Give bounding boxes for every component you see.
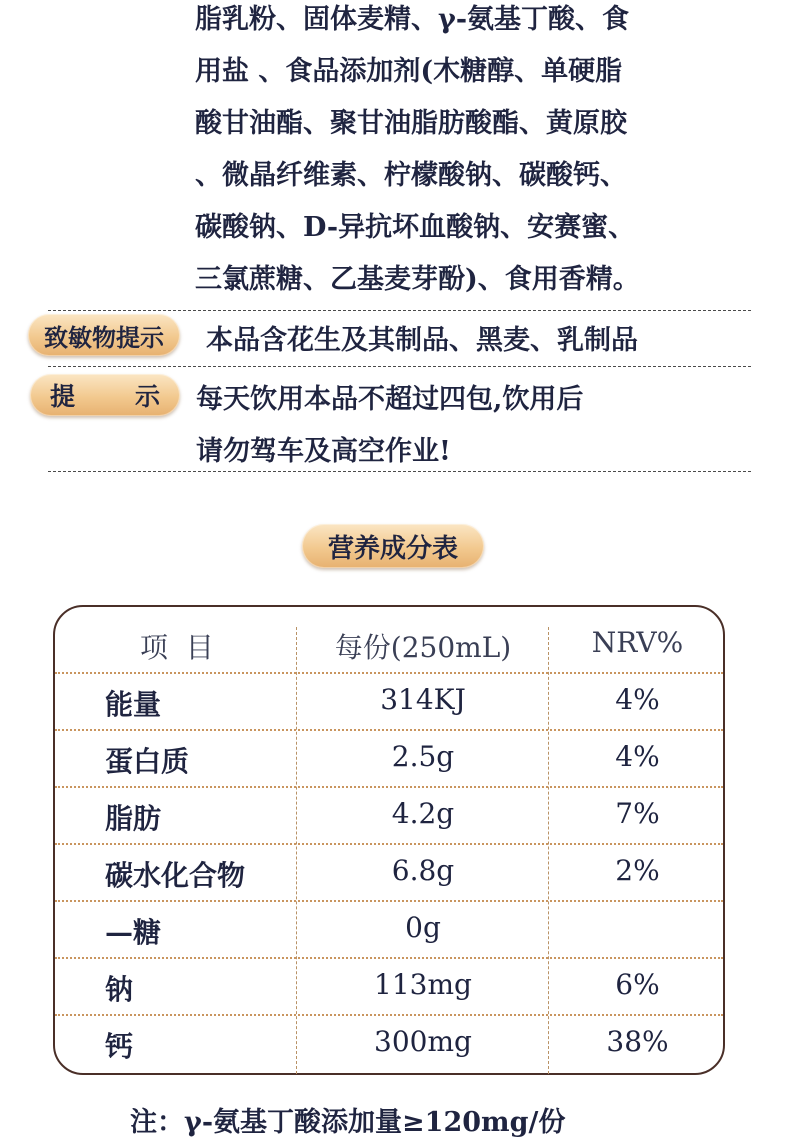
nutrient-name: 碳水化合物 — [105, 859, 246, 892]
notice-label-badge — [30, 374, 180, 416]
nutrient-value: 2.5g — [391, 740, 455, 773]
nutrition-title: 营养成分表 — [327, 533, 458, 564]
header-item: 项 目 — [140, 631, 214, 664]
nutrient-name: 钙 — [105, 1030, 134, 1063]
nutrient-nrv: 7% — [615, 797, 660, 830]
ingredients-line: 脂乳粉、固体麦精、γ-氨基丁酸、食 — [195, 4, 630, 35]
row-divider — [55, 672, 723, 674]
ingredients-line: 三氯蔗糖、乙基麦芽酚)、食用香精。 — [195, 264, 640, 295]
ingredients-line: 、微晶纤维素、柠檬酸钠、碳酸钙、 — [195, 160, 627, 191]
ingredients-line: 碳酸钠、D-异抗坏血酸钠、安赛蜜、 — [195, 212, 636, 243]
nutrient-value: 0g — [405, 911, 441, 944]
nutrient-nrv: 38% — [606, 1025, 669, 1058]
allergen-label: 致敏物提示 — [44, 322, 164, 352]
nutrient-value: 113mg — [374, 968, 472, 1001]
nutrient-value: 4.2g — [391, 797, 455, 830]
row-divider — [55, 900, 723, 902]
nutrient-value: 300mg — [374, 1025, 472, 1058]
notice-line-2: 请勿驾车及高空作业! — [196, 436, 451, 467]
nutrient-name: —糖 — [105, 916, 162, 949]
notice-label-char: 提 — [50, 382, 76, 411]
notice-line-1: 每天饮用本品不超过四包,饮用后 — [196, 384, 584, 415]
nutrient-name: 脂肪 — [105, 802, 162, 835]
header-per-serving: 每份(250mL) — [334, 631, 512, 664]
nutrient-name: 能量 — [105, 688, 162, 721]
nutrient-nrv: 6% — [615, 968, 660, 1001]
allergen-label-badge — [28, 314, 180, 356]
nutrient-nrv: 4% — [615, 740, 660, 773]
row-divider — [55, 1014, 723, 1016]
nutrient-name: 钠 — [105, 973, 134, 1006]
row-divider — [55, 786, 723, 788]
column-divider — [296, 627, 297, 1074]
footnote: 注：γ-氨基丁酸添加量≥120mg/份 — [130, 1107, 566, 1138]
nutrient-value: 314KJ — [380, 683, 466, 716]
nutrition-table — [53, 605, 725, 1075]
allergen-text: 本品含花生及其制品、黑麦、乳制品 — [206, 325, 638, 356]
divider — [48, 310, 751, 311]
nutrient-nrv: 2% — [615, 854, 660, 887]
row-divider — [55, 843, 723, 845]
header-nrv: NRV% — [591, 626, 684, 659]
row-divider — [55, 729, 723, 731]
nutrient-name: 蛋白质 — [105, 745, 190, 778]
divider — [48, 471, 751, 472]
divider — [48, 366, 751, 367]
ingredients-line: 用盐 、食品添加剂(木糖醇、单硬脂 — [195, 56, 623, 87]
nutrition-title-badge — [302, 524, 484, 568]
nutrient-value: 6.8g — [391, 854, 455, 887]
notice-label-char: 示 — [134, 382, 160, 411]
ingredients-line: 酸甘油酯、聚甘油脂肪酸酯、黄原胶 — [195, 108, 627, 139]
ingredients-text — [195, 0, 755, 306]
row-divider — [55, 957, 723, 959]
nutrient-nrv: 4% — [615, 683, 660, 716]
